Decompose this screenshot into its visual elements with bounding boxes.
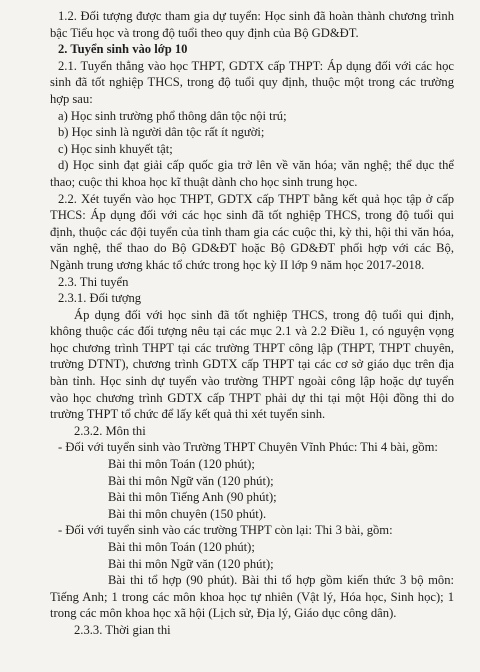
list-item-a: a) Học sinh trường phổ thông dân tộc nội trú; [58, 108, 287, 123]
list-item-b: b) Học sinh là người dân tộc rất ít người; [58, 125, 265, 140]
section-2-3-2-heading: 2.3.2. Môn thi [74, 423, 146, 438]
exam-item-english: Bài thi môn Tiếng Anh (90 phút); [108, 490, 277, 505]
exam-item-math-2: Bài thi môn Toán (120 phút); [108, 540, 255, 554]
exam-item-literature-2: Bài thi môn Ngữ văn (120 phút); [108, 556, 274, 571]
list-item-c: c) Học sinh khuyết tật; [58, 141, 173, 156]
section-2-3-1-heading: 2.3.1. Đối tượng [58, 291, 142, 306]
exam-item-literature: Bài thi môn Ngữ văn (120 phút); [108, 473, 274, 488]
chuyen-exam-intro: - Đối với tuyển sinh vào Trường THPT Chuyên Vĩnh Phúc: Thi 4 bài, gồm: [58, 440, 438, 455]
other-schools-exam-intro: - Đối với tuyển sinh vào các trường THPT còn lại: Thi 3 bài, gồm: [58, 523, 393, 538]
section-2-3-1-text: Áp dụng đối với học sinh đã tốt nghiệp THCS, trong độ tuổi qui định, không thuộc các đối tượng nêu tại các mục 2.1 và 2.2 Điều 1, có nguyện vọng học chương trình THPT tại các trường THPT công lập (THPT, THPT chuyên, trường DTNT), chương trình GDTX cấp THPT tại các cơ sở giáo dục trên địa bàn tỉnh. Học sinh dự tuyển vào trường THPT ngoài công lập hoặc dự tuyển vào học chương trình GDTX cấp THPT phải dự thi tại một Hội đồng thi do trường THPT tổ chức để lấy kết quả thi xét tuyển sinh. [50, 307, 454, 422]
section-2-3-heading: 2.3. Thi tuyển [58, 274, 129, 289]
exam-item-math: Bài thi môn Toán (120 phút); [108, 457, 255, 472]
section-2-heading: 2. Tuyển sinh vào lớp 10 [58, 42, 188, 57]
section-2-2-text: 2.2. Xét tuyển vào học THPT, GDTX cấp THPT bằng kết quả học tập ở cấp THCS: Áp dụng đối với các học sinh đã tốt nghiệp THCS, trong độ tuổi qui định, thuộc các đội tuyển của tỉnh tham gia các cuộc thi, kỳ thi, hội thi văn hóa, văn nghệ, thể thao do Bộ GD&ĐT hoặc Bộ GD&ĐT phối hợp với các Bộ, Ngành trung ương khác tổ chức trong học kỳ II lớp 9 năm học 2017-2018. [50, 191, 454, 272]
section-2-1-text: 2.1. Tuyển thẳng vào học THPT, GDTX cấp THPT: Áp dụng đối với các học sinh đã tốt nghiệp THCS, trong độ tuổi quy định, thuộc một trong các trường hợp sau: [50, 58, 454, 106]
list-item-d: d) Học sinh đạt giải cấp quốc gia trở lên về văn hóa; văn nghệ; thể dục thể thao; cuộc thi khoa học kĩ thuật dành cho học sinh trung học. [50, 158, 454, 189]
exam-item-combined: Bài thi tổ hợp (90 phút). Bài thi tổ hợp gồm kiến thức 3 bộ môn: Tiếng Anh; 1 trong các môn khoa học tự nhiên (Vật lý, Hóa học, Sinh học); 1 trong các môn khoa học xã hội (Lịch sử, Địa lý, Giáo dục công dân). [50, 573, 454, 621]
section-2-3-3-heading: 2.3.3. Thời gian thi [74, 622, 171, 637]
section-1-2-text: 1.2. Đối tượng được tham gia dự tuyển: Học sinh đã hoàn thành chương trình bậc Tiểu học và trong độ tuổi theo quy định của Bộ GD&ĐT. [50, 9, 454, 40]
exam-item-specialized: Bài thi môn chuyên (150 phút). [108, 506, 267, 521]
